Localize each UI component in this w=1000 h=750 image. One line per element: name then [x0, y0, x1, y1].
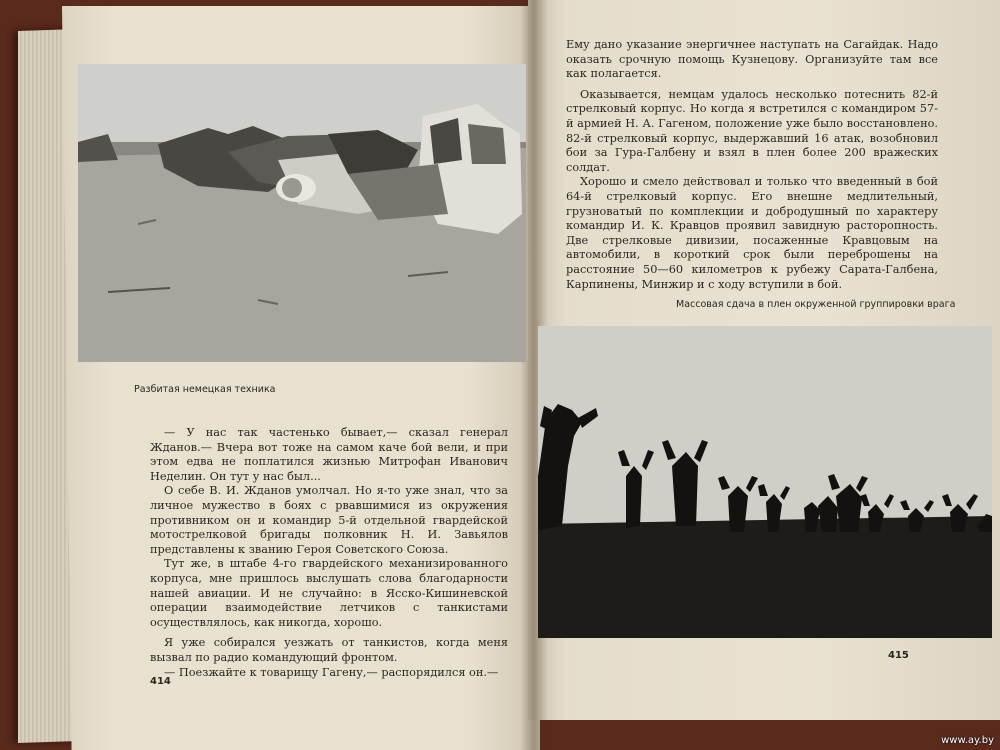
right-page-text — [566, 38, 938, 292]
right-paragraph: Ему дано указание энергичнее наступать на Сагайдак. Надо оказать срочную помощь Кузнецову. Организуйте там все как полагается. — [566, 38, 938, 81]
wreck-illustration — [78, 64, 526, 362]
left-paragraph: — Поезжайте к товарищу Гагену,— распорядился он.— — [164, 665, 499, 679]
left-page-text — [150, 426, 508, 680]
left-paragraph: Тут же, в штабе 4-го гвардейского механизированного корпуса, мне пришлось выслушать слова благодарности нашей авиации. И не случайно: в Ясско-Кишиневской операции взаимодействие летчиков с танкистами осуществлялось, как никогда, хорошо. — [150, 557, 508, 629]
right-photo-caption: Массовая сдача в плен окруженной группировки врага — [676, 299, 956, 310]
watermark: www.ay.by — [941, 735, 994, 746]
left-photo-caption: Разбитая немецкая техника — [134, 384, 276, 395]
photo-wrecked-german-vehicles — [78, 64, 526, 362]
right-paragraph: Оказывается, немцам удалось несколько потеснить 82-й стрелковый корпус. Но когда я встретился с командиром 57-й армией Н. А. Гагеном, положение уже было восстановлено. 82-й стрелковый корпус, выдержавший 16 атак, возобновил бои за Гура-Галбену и взял в плен более 200 вражеских солдат. — [566, 87, 938, 174]
page-number-right: 415 — [888, 650, 909, 661]
surrender-silhouettes — [538, 326, 992, 638]
photo-mass-surrender — [538, 326, 992, 638]
left-paragraph: — У нас так частенько бывает,— сказал генерал Жданов.— Вчера вот тоже на самом каче бой вели, и при этом едва не поплатился жизнью Митрофан Иванович Неделин. Он тут у нас был... — [150, 426, 508, 483]
right-paragraph: Хорошо и смело действовал и только что введенный в бой 64-й стрелковый корпус. Его внешне медлительный, грузноватый по комплекции и добродушный по характеру командир И. К. Кравцов проявил завидную расторопность. Две стрелковые дивизии, посаженные Кравцовым на автомобили, в короткий срок были переброшены на расстояние 50—60 километров к рубежу Сарата-Галбена, Карпинены, Минжир и с ходу вступили в бой. — [566, 175, 938, 291]
left-paragraph: О себе В. И. Жданов умолчал. Но я-то уже знал, что за личное мужество в боях с рвавшимися из окружения противником он и командир 5-й отдельной гвардейской мотострелковой бригады полковник Н. И. Завьялов представлены к званию Героя Советского Союза. — [150, 484, 508, 556]
page-number-left: 414 — [150, 676, 171, 687]
left-paragraph: Я уже собирался уезжать от танкистов, когда меня вызвал по радио командующий фронтом. — [150, 636, 508, 664]
